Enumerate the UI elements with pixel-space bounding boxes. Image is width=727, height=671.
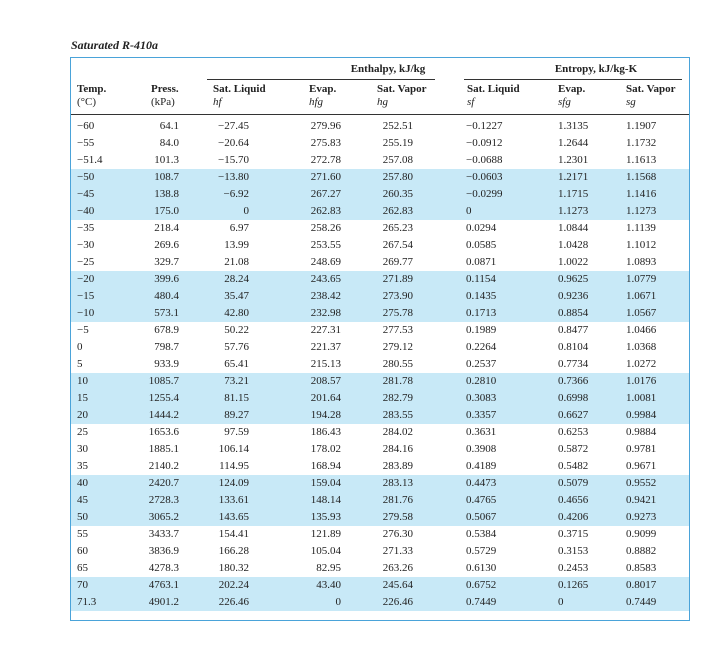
table-cell: 0 xyxy=(335,596,341,608)
table-cell: 108.7 xyxy=(154,171,179,183)
table-cell: −25 xyxy=(77,256,95,268)
table-row xyxy=(71,220,689,237)
table-cell: −0.0688 xyxy=(466,154,503,166)
row-group xyxy=(71,373,689,424)
table-cell: 1.1012 xyxy=(626,239,657,251)
table-cell: 135.93 xyxy=(310,511,341,523)
table-cell: 279.58 xyxy=(382,511,413,523)
row-group xyxy=(71,322,689,373)
table-cell: 106.14 xyxy=(218,443,249,455)
table-cell: 232.98 xyxy=(310,307,341,319)
table-cell: 1.1715 xyxy=(558,188,589,200)
table-cell: 4901.2 xyxy=(148,596,179,608)
table-cell: 4278.3 xyxy=(148,562,179,574)
table-cell: 273.90 xyxy=(382,290,413,302)
table-cell: 1444.2 xyxy=(148,409,179,421)
table-row xyxy=(71,458,689,475)
table-cell: 1.1273 xyxy=(558,205,589,217)
table-row xyxy=(71,594,689,611)
table-title: Saturated R-410a xyxy=(71,38,159,52)
row-group xyxy=(71,526,689,577)
table-cell: 0 xyxy=(558,596,564,608)
table-cell: 180.32 xyxy=(218,562,249,574)
table-cell: 226.46 xyxy=(382,596,413,608)
table-cell: 30 xyxy=(77,443,88,455)
table-cell: 0.8104 xyxy=(558,341,589,353)
table-cell: 260.35 xyxy=(382,188,413,200)
table-row xyxy=(71,475,689,492)
table-cell: 275.83 xyxy=(310,137,341,149)
table-cell: 215.13 xyxy=(310,358,341,370)
table-cell: 262.83 xyxy=(310,205,341,217)
table-cell: 0.6998 xyxy=(558,392,589,404)
table-cell: 0.1154 xyxy=(466,273,496,285)
table-cell: 178.02 xyxy=(310,443,341,455)
table-cell: −20 xyxy=(77,273,95,285)
table-cell: 1.0368 xyxy=(626,341,657,353)
table-cell: 1.0022 xyxy=(558,256,589,268)
table-cell: 65 xyxy=(77,562,88,574)
table-cell: 280.55 xyxy=(382,358,413,370)
table-cell: 0.1713 xyxy=(466,307,497,319)
table-cell: 73.21 xyxy=(224,375,249,387)
table-cell: 82.95 xyxy=(316,562,341,574)
table-cell: 271.89 xyxy=(382,273,413,285)
table-cell: 64.1 xyxy=(159,120,179,132)
table-cell: 25 xyxy=(77,426,88,438)
table-cell: 0.9984 xyxy=(626,409,657,421)
table-cell: 40 xyxy=(77,477,88,489)
table-cell: 43.40 xyxy=(316,579,341,591)
table-cell: 35 xyxy=(77,460,88,472)
table-cell: 269.77 xyxy=(382,256,413,268)
table-cell: 65.41 xyxy=(224,358,249,370)
row-group xyxy=(71,169,689,220)
table-cell: 263.26 xyxy=(382,562,413,574)
table-row xyxy=(71,203,689,220)
table-cell: 269.6 xyxy=(154,239,179,251)
table-cell: 0.9884 xyxy=(626,426,657,438)
table-row xyxy=(71,135,689,152)
table-row xyxy=(71,577,689,594)
table-cell: 0.9099 xyxy=(626,528,657,540)
table-cell: 159.04 xyxy=(310,477,341,489)
table-cell: 275.78 xyxy=(382,307,413,319)
table-cell: 0.6752 xyxy=(466,579,497,591)
table-cell: 1.1732 xyxy=(626,137,657,149)
table-cell: −5 xyxy=(77,324,89,336)
table-cell: 1.0671 xyxy=(626,290,657,302)
table-cell: 0.2264 xyxy=(466,341,497,353)
table-row xyxy=(71,492,689,509)
table-cell: 0.1265 xyxy=(558,579,589,591)
table-cell: 1.1273 xyxy=(626,205,657,217)
table-cell: 1.1613 xyxy=(626,154,657,166)
table-row xyxy=(71,339,689,356)
table-cell: 480.4 xyxy=(154,290,179,302)
table-cell: 0.8477 xyxy=(558,324,589,336)
table-cell: 0.6627 xyxy=(558,409,589,421)
table-cell: 276.30 xyxy=(382,528,413,540)
table-row xyxy=(71,526,689,543)
group-header-enthalpy: Enthalpy, kJ/kg xyxy=(350,63,426,75)
table-cell: 0.0585 xyxy=(466,239,497,251)
table-cell: 0.5482 xyxy=(558,460,589,472)
table-cell: 1255.4 xyxy=(148,392,179,404)
table-row xyxy=(71,118,689,135)
table-cell: 28.24 xyxy=(224,273,249,285)
row-group xyxy=(71,424,689,475)
table-cell: 1.0466 xyxy=(626,324,657,336)
table-cell: 0.5384 xyxy=(466,528,497,540)
table-cell: −20.64 xyxy=(218,137,249,149)
table-cell: 0.4656 xyxy=(558,494,589,506)
table-cell: 1.0844 xyxy=(558,222,589,234)
table-cell: 0.0294 xyxy=(466,222,497,234)
group-header-entropy: Entropy, kJ/kg-K xyxy=(554,63,638,75)
table-cell: 138.8 xyxy=(154,188,179,200)
table-cell: 6.97 xyxy=(229,222,249,234)
table-row xyxy=(71,373,689,390)
table-cell: 194.28 xyxy=(310,409,341,421)
header-hf: Sat. Liquid hf xyxy=(213,83,266,108)
table-cell: 208.57 xyxy=(310,375,341,387)
table-cell: 0.8882 xyxy=(626,545,657,557)
table-cell: 0.9273 xyxy=(626,511,657,523)
table-cell: 175.0 xyxy=(154,205,179,217)
table-row xyxy=(71,441,689,458)
header-sf: Sat. Liquid sf xyxy=(467,83,520,108)
table-cell: 1.1416 xyxy=(626,188,657,200)
table-cell: 2728.3 xyxy=(148,494,179,506)
table-cell: 678.9 xyxy=(154,324,179,336)
table-cell: 1.1139 xyxy=(626,222,656,234)
table-cell: 284.02 xyxy=(382,426,413,438)
table-cell: 97.59 xyxy=(224,426,249,438)
table-cell: 272.78 xyxy=(310,154,341,166)
table-cell: 1.1907 xyxy=(626,120,657,132)
table-cell: 0.2453 xyxy=(558,562,589,574)
table-cell: 0.5067 xyxy=(466,511,497,523)
table-cell: 1.2171 xyxy=(558,171,589,183)
table-cell: −10 xyxy=(77,307,95,319)
table-cell: 0 xyxy=(466,205,472,217)
table-cell: 2420.7 xyxy=(148,477,179,489)
row-group xyxy=(71,271,689,322)
table-cell: −30 xyxy=(77,239,95,251)
table-body xyxy=(71,118,689,611)
table-cell: 281.78 xyxy=(382,375,413,387)
table-cell: 0.1435 xyxy=(466,290,497,302)
table-cell: 253.55 xyxy=(310,239,341,251)
table-cell: 60 xyxy=(77,545,88,557)
table-cell: 0.5872 xyxy=(558,443,589,455)
table-cell: 50.22 xyxy=(224,324,249,336)
table-cell: 271.60 xyxy=(310,171,341,183)
table-cell: 279.12 xyxy=(382,341,413,353)
table-cell: −27.45 xyxy=(218,120,249,132)
table-cell: 1.0779 xyxy=(626,273,657,285)
table-cell: 0.1989 xyxy=(466,324,497,336)
table-cell: 283.13 xyxy=(382,477,413,489)
table-cell: 124.09 xyxy=(218,477,249,489)
table-cell: 227.31 xyxy=(310,324,341,336)
table-cell: 399.6 xyxy=(154,273,179,285)
table-cell: 933.9 xyxy=(154,358,179,370)
table-row xyxy=(71,254,689,271)
row-group xyxy=(71,118,689,169)
table-cell: 267.54 xyxy=(382,239,413,251)
table-cell: 283.55 xyxy=(382,409,413,421)
table-cell: −0.0299 xyxy=(466,188,503,200)
table-cell: −60 xyxy=(77,120,95,132)
table-cell: −0.0912 xyxy=(466,137,503,149)
table-cell: 168.94 xyxy=(310,460,341,472)
table-cell: 1.1568 xyxy=(626,171,657,183)
table-row xyxy=(71,271,689,288)
table-cell: 10 xyxy=(77,375,88,387)
table-cell: 1.0428 xyxy=(558,239,589,251)
table-cell: 0.7449 xyxy=(466,596,497,608)
table-cell: −45 xyxy=(77,188,95,200)
table-cell: 114.95 xyxy=(219,460,249,472)
table-cell: 42.80 xyxy=(224,307,249,319)
table-cell: 258.26 xyxy=(310,222,341,234)
table-cell: 257.08 xyxy=(382,154,413,166)
table-cell: 35.47 xyxy=(224,290,249,302)
header-hfg: Evap. hfg xyxy=(309,83,337,108)
table-cell: 1885.1 xyxy=(148,443,179,455)
table-cell: 0.3357 xyxy=(466,409,497,421)
table-cell: 277.53 xyxy=(382,324,413,336)
table-cell: −35 xyxy=(77,222,95,234)
table-cell: 226.46 xyxy=(218,596,249,608)
table-cell: 0.5079 xyxy=(558,477,589,489)
table-cell: 0.7734 xyxy=(558,358,589,370)
table-cell: 105.04 xyxy=(310,545,341,557)
table-cell: 121.89 xyxy=(310,528,341,540)
table-cell: 0.4765 xyxy=(466,494,497,506)
row-group xyxy=(71,577,689,611)
table-row xyxy=(71,407,689,424)
table-cell: 1653.6 xyxy=(148,426,179,438)
table-cell: 0.7449 xyxy=(626,596,657,608)
table-row xyxy=(71,169,689,186)
table-cell: 1.0176 xyxy=(626,375,657,387)
table-cell: 1.0081 xyxy=(626,392,657,404)
table-cell: 0.3083 xyxy=(466,392,497,404)
table-cell: 20 xyxy=(77,409,88,421)
table-cell: −50 xyxy=(77,171,95,183)
table-cell: −0.0603 xyxy=(466,171,503,183)
table-cell: 243.65 xyxy=(310,273,341,285)
group-rule-enthalpy xyxy=(207,79,435,80)
table-cell: 0.3631 xyxy=(466,426,497,438)
table-row xyxy=(71,543,689,560)
table-cell: 1.0893 xyxy=(626,256,657,268)
table-row xyxy=(71,509,689,526)
table-cell: 3433.7 xyxy=(148,528,179,540)
table-cell: 1.0272 xyxy=(626,358,657,370)
table-cell: 70 xyxy=(77,579,88,591)
table-cell: 0.4206 xyxy=(558,511,589,523)
table-cell: 3836.9 xyxy=(148,545,179,557)
header-rule xyxy=(71,114,689,115)
table-cell: 284.16 xyxy=(382,443,413,455)
table-cell: 271.33 xyxy=(382,545,413,557)
table-cell: 13.99 xyxy=(224,239,249,251)
table-cell: 255.19 xyxy=(382,137,413,149)
table-row xyxy=(71,560,689,577)
row-group xyxy=(71,475,689,526)
table-cell: 0 xyxy=(77,341,83,353)
table-cell: 202.24 xyxy=(218,579,249,591)
table-cell: 267.27 xyxy=(310,188,341,200)
table-cell: 0.3715 xyxy=(558,528,589,540)
header-sfg: Evap. sfg xyxy=(558,83,586,108)
table-cell: 0.2810 xyxy=(466,375,497,387)
table-cell: 89.27 xyxy=(224,409,249,421)
table-cell: 0.8017 xyxy=(626,579,657,591)
table-cell: 257.80 xyxy=(382,171,413,183)
table-cell: 50 xyxy=(77,511,88,523)
table-cell: 0.2537 xyxy=(466,358,497,370)
table-cell: 0.8854 xyxy=(558,307,589,319)
table-cell: −55 xyxy=(77,137,95,149)
table-cell: 1.0567 xyxy=(626,307,657,319)
table-cell: 186.43 xyxy=(310,426,341,438)
table-cell: 133.61 xyxy=(218,494,249,506)
table-row xyxy=(71,356,689,373)
table-cell: 71.3 xyxy=(77,596,97,608)
table-cell: 0.6253 xyxy=(558,426,589,438)
table-cell: −15 xyxy=(77,290,95,302)
table-cell: 0.8583 xyxy=(626,562,657,574)
table-cell: −15.70 xyxy=(218,154,249,166)
table-cell: 15 xyxy=(77,392,88,404)
table-cell: 0.9421 xyxy=(626,494,657,506)
table-cell: 143.65 xyxy=(218,511,249,523)
header-hg: Sat. Vapor hg xyxy=(377,83,427,108)
table-row xyxy=(71,424,689,441)
table-cell: 1.2301 xyxy=(558,154,589,166)
table-cell: 45 xyxy=(77,494,88,506)
table-cell: 0.4189 xyxy=(466,460,497,472)
table-cell: −13.80 xyxy=(218,171,249,183)
table-frame xyxy=(70,57,690,621)
table-cell: 0 xyxy=(243,205,249,217)
table-cell: 0.6130 xyxy=(466,562,497,574)
table-cell: 4763.1 xyxy=(148,579,179,591)
table-row xyxy=(71,322,689,339)
table-cell: 154.41 xyxy=(218,528,249,540)
table-row xyxy=(71,152,689,169)
table-cell: −51.4 xyxy=(77,154,103,166)
table-row xyxy=(71,237,689,254)
header-sg: Sat. Vapor sg xyxy=(626,83,676,108)
table-cell: 81.15 xyxy=(224,392,249,404)
row-group xyxy=(71,220,689,271)
table-cell: 798.7 xyxy=(154,341,179,353)
table-cell: 201.64 xyxy=(310,392,341,404)
table-cell: 279.96 xyxy=(310,120,341,132)
table-cell: 0.9671 xyxy=(626,460,657,472)
table-cell: 573.1 xyxy=(154,307,179,319)
table-cell: 221.37 xyxy=(310,341,341,353)
table-cell: 282.79 xyxy=(382,392,413,404)
table-cell: 0.3908 xyxy=(466,443,497,455)
table-cell: 262.83 xyxy=(382,205,413,217)
table-cell: 166.28 xyxy=(218,545,249,557)
group-rule-entropy xyxy=(464,79,682,80)
header-temp: Temp. (°C) xyxy=(77,83,107,108)
table-row xyxy=(71,390,689,407)
table-cell: 0.9781 xyxy=(626,443,657,455)
table-cell: 148.14 xyxy=(310,494,341,506)
table-cell: 1.2644 xyxy=(558,137,589,149)
table-cell: 101.3 xyxy=(154,154,179,166)
table-cell: 0.7366 xyxy=(558,375,589,387)
table-cell: −0.1227 xyxy=(466,120,503,132)
table-cell: 0.4473 xyxy=(466,477,497,489)
table-cell: 248.69 xyxy=(310,256,341,268)
table-cell: 0.9236 xyxy=(558,290,589,302)
table-cell: 0.9552 xyxy=(626,477,657,489)
table-row xyxy=(71,305,689,322)
table-cell: 265.23 xyxy=(382,222,413,234)
table-cell: 3065.2 xyxy=(148,511,179,523)
table-cell: −40 xyxy=(77,205,95,217)
table-cell: 1.3135 xyxy=(558,120,589,132)
table-cell: 84.0 xyxy=(159,137,179,149)
table-cell: 1085.7 xyxy=(148,375,179,387)
table-cell: 252.51 xyxy=(382,120,413,132)
table-cell: 55 xyxy=(77,528,88,540)
table-cell: 281.76 xyxy=(382,494,413,506)
table-cell: 0.5729 xyxy=(466,545,497,557)
table-cell: −6.92 xyxy=(223,188,249,200)
table-cell: 21.08 xyxy=(224,256,249,268)
table-cell: 0.3153 xyxy=(558,545,589,557)
table-cell: 0.9625 xyxy=(558,273,589,285)
header-press: Press. (kPa) xyxy=(151,83,179,108)
table-cell: 57.76 xyxy=(224,341,249,353)
table-cell: 5 xyxy=(77,358,83,370)
table-cell: 245.64 xyxy=(382,579,413,591)
table-row xyxy=(71,288,689,305)
table-cell: 218.4 xyxy=(154,222,179,234)
table-row xyxy=(71,186,689,203)
table-cell: 329.7 xyxy=(154,256,179,268)
table-cell: 238.42 xyxy=(310,290,341,302)
table-cell: 2140.2 xyxy=(148,460,179,472)
table-cell: 283.89 xyxy=(382,460,413,472)
table-cell: 0.0871 xyxy=(466,256,497,268)
